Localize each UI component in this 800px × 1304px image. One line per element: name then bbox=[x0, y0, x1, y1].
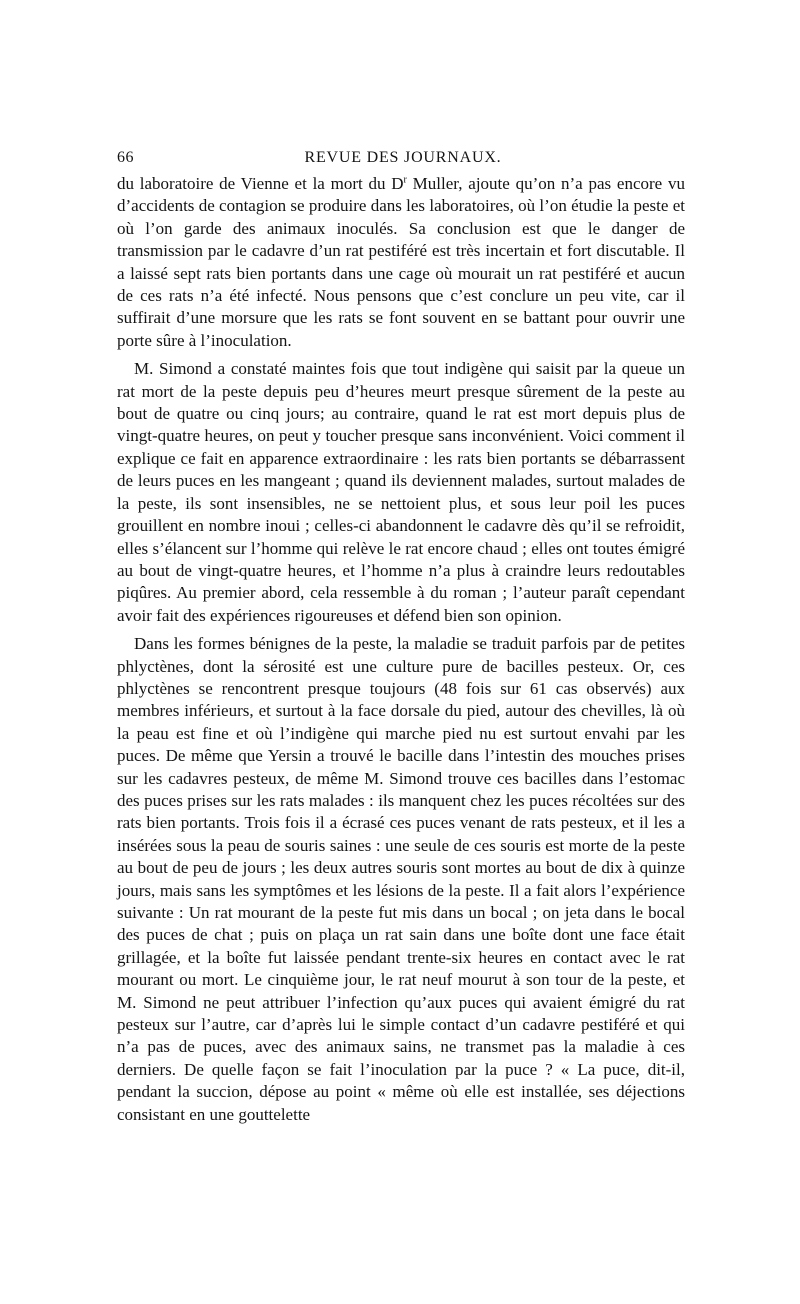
paragraph-1-rest: Muller, ajoute qu’on n’a pas encore vu d’accidents de contagion se produire dans les laboratoires, où l’on étudie la peste et où l’on garde des animaux inoculés. Sa conclusion est que le danger de transmission par le cadavre d’un rat pestiféré est très incertain et fort discutable. Il a laissé sept rats bien portants dans une cage où mourait un rat pestiféré et aucun de ces rats n’a été infecté. Nous pensons que c’est conclure un peu vite, car il suffirait d’une morsure que les rats se font souvent en se battant pour ouvrir une porte sûre à l’inoculation. bbox=[117, 174, 686, 350]
paragraph-1-start: du laboratoire de Vienne et la mort du D bbox=[117, 174, 404, 193]
running-head bbox=[117, 146, 685, 170]
paragraph-3: Dans les formes bénignes de la peste, la maladie se traduit parfois par de petites phlyctènes, dont la sérosité est une culture pure de bacilles pesteux. Or, ces phlyctènes se rencontrent presque toujours (48 fois sur 61 cas observés) aux membres inférieurs, et surtout à la face dorsale du pied, autour des chevilles, là où la peau est fine et où l’indigène qui marche pied nu est surtout envahi par les puces. De même que Yersin a trouvé le bacille dans l’intestin des mouches prises sur les cadavres pesteux, de même M. Simond trouve ces bacilles dans l’estomac des puces prises sur les rats malades : ils manquent chez les puces récoltées sur des rats bien portants. Trois fois il a écrasé ces puces venant de rats pesteux, et il les a insérées sous la peau de souris saines : une seule de ces souris est morte de la peste au bout de peu de jours ; les deux autres souris sont mortes au bout de dix à quinze jours, mais sans les symptômes et les lésions de la peste. Il a fait alors l’expérience suivante : Un rat mourant de la peste fut mis dans un bocal ; on jeta dans le bocal des puces de chat ; puis on plaça un rat sain dans une boîte dont une face était grillagée, et la boîte fut laissée pendant trente-six heures en contact avec le rat mourant ou mort. Le cinquième jour, le rat neuf mourut à son tour de la peste, et M. Simond ne peut attribuer l’infection qu’aux puces qui avaient émigré du rat pesteux sur l’autre, car d’après lui le simple contact d’un cadavre pestiféré et qui n’a pas de puces, avec des animaux sains, ne transmet pas la maladie à ces derniers. De quelle façon se fait l’inoculation par la puce ? « La puce, dit-il, pendant la succion, dépose au point « même où elle est installée, ses déjections consistant en une gouttelette bbox=[117, 634, 685, 1124]
article-body bbox=[117, 173, 685, 1126]
page-number: 66 bbox=[117, 149, 134, 166]
journal-title: REVUE DES JOURNAUX. bbox=[304, 149, 502, 166]
book-page bbox=[117, 146, 685, 1126]
doctor-abbrev-superscript: r bbox=[403, 174, 407, 186]
paragraph-1 bbox=[117, 173, 685, 352]
paragraph-2: M. Simond a constaté maintes fois que tout indigène qui saisit par la queue un rat mort de la peste depuis peu d’heures meurt presque sûrement de la peste au bout de quatre ou cinq jours; au contraire, quand le rat est mort depuis plus de vingt-quatre heures, on peut y toucher presque sans inconvénient. Voici comment il explique ce fait en apparence extraordinaire : les rats bien portants se débarrassent de leurs puces en les mangeant ; quand ils deviennent malades, surtout malades de la peste, ils sont insensibles, ne se nettoient plus, et sous leur poil les puces grouillent en nombre inoui ; celles-ci abandonnent le cadavre dès qu’il se refroidit, elles s’élancent sur l’homme qui relève le rat encore chaud ; elles ont toutes émigré au bout de vingt-quatre heures, et l’homme n’a plus à craindre leurs redoutables piqûres. Au premier abord, cela ressemble à du roman ; l’auteur paraît cependant avoir fait des expériences rigoureuses et défend bien son opinion. bbox=[117, 359, 685, 625]
